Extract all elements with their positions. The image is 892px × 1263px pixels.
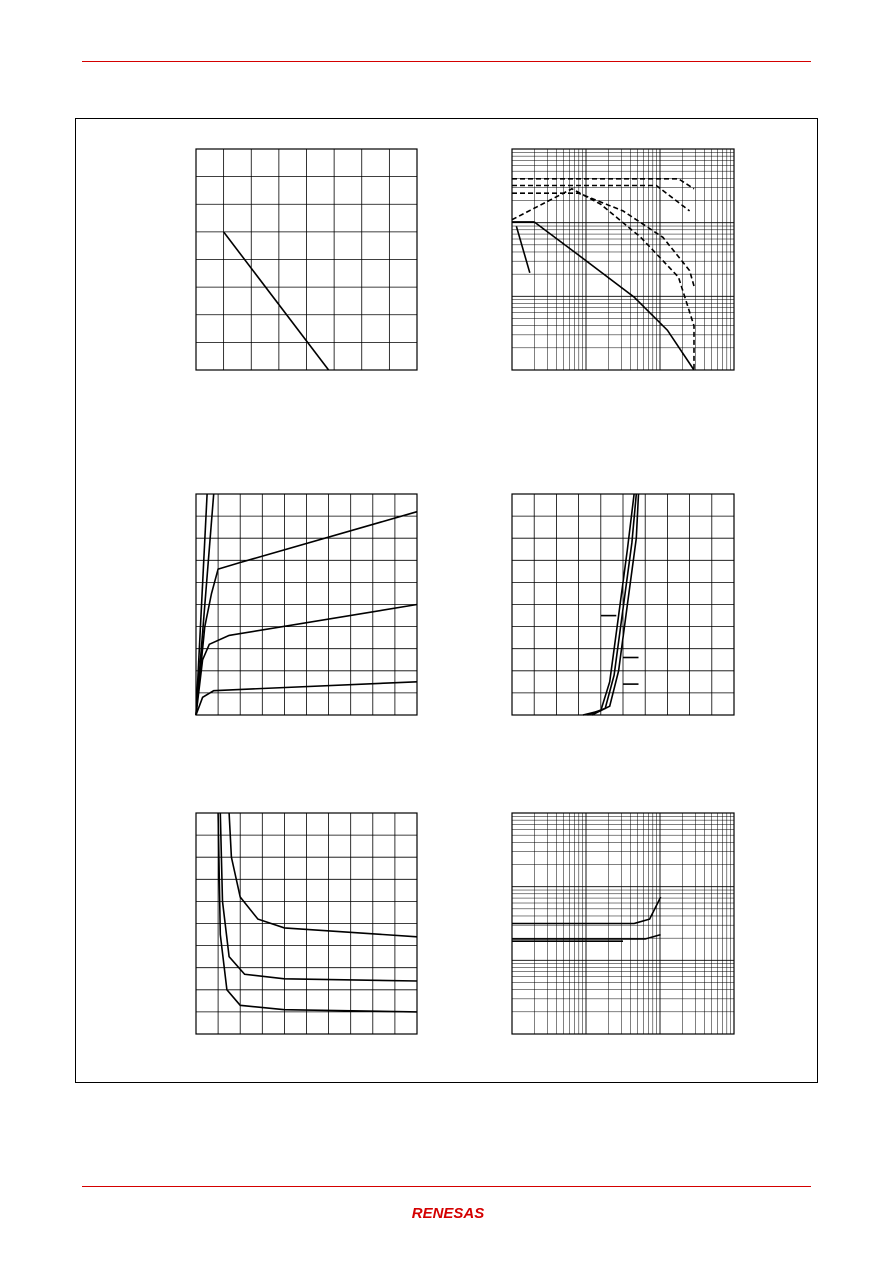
curve: [512, 189, 694, 370]
plot-border: [512, 149, 734, 370]
header-rule: [82, 61, 811, 62]
curve: [218, 813, 417, 1012]
curve: [229, 813, 417, 937]
graph-2: [512, 149, 734, 370]
grid-lines: [512, 149, 734, 370]
grid-lines: [196, 813, 417, 1034]
graph-1: [196, 149, 417, 370]
graph-6: [512, 813, 734, 1034]
grid-lines: [196, 149, 417, 370]
renesas-logo-text: RENESAS: [411, 1205, 485, 1222]
graph-5: [196, 813, 417, 1034]
graph-3: [196, 494, 417, 715]
curve: [516, 226, 529, 272]
curve: [220, 813, 417, 981]
renesas-logo: [388, 1200, 508, 1224]
graph-4: [512, 494, 734, 715]
curve: [224, 232, 329, 370]
curve: [512, 186, 690, 211]
footer-rule: [82, 1186, 811, 1187]
curve: [512, 193, 694, 286]
grid-lines: [196, 494, 417, 715]
